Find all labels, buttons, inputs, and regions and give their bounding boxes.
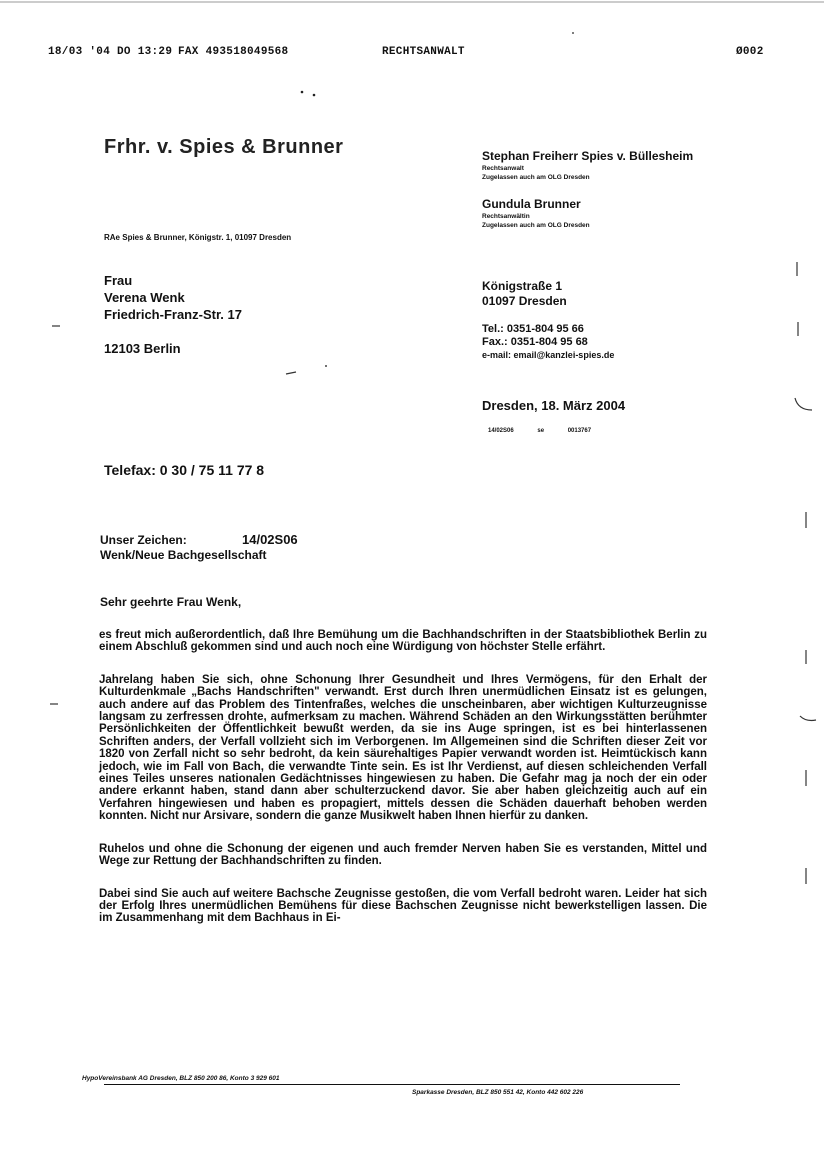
firm-name: Frhr. v. Spies & Brunner bbox=[104, 136, 344, 158]
firm-email: e-mail: email@kanzlei-spies.de bbox=[482, 350, 615, 360]
footer-bank-right: Sparkasse Dresden, BLZ 850 551 42, Konto 442 602 226 bbox=[412, 1089, 584, 1096]
partner-admission: Zugelassen auch am OLG Dresden bbox=[482, 174, 590, 181]
fax-recipient: RECHTSANWALT bbox=[382, 46, 465, 58]
body-paragraph: Ruhelos und ohne die Schonung der eigenen und auch fremder Nerven haben Sie es verstanden, Mittel und Wege zur Rettung der Bachhandschriften zu finden. bbox=[99, 842, 707, 868]
reference-value: 14/02S06 bbox=[242, 532, 298, 547]
body-paragraph: Dabei sind Sie auch auf weitere Bachsche Zeugnisse gestoßen, die vom Verfall bedroht waren. Leider hat sich der Erfolg Ihres unermüdlichen Bemühens für diese Bachschen Zeugnisse nicht bewerkstelligen lassen. Die im Zusammenhang mit dem Bachhaus in Ei- bbox=[99, 887, 707, 925]
recipient-name: Verena Wenk bbox=[104, 290, 185, 305]
reference-label: Unser Zeichen: bbox=[100, 533, 187, 547]
footer-bank-left: HypoVereinsbank AG Dresden, BLZ 850 200 86, Konto 3 929 601 bbox=[82, 1075, 280, 1082]
partner-name: Gundula Brunner bbox=[482, 197, 581, 211]
fax-date: 18/03 '04 DO 13:29 bbox=[48, 46, 173, 58]
firm-fax: Fax.: 0351-804 95 68 bbox=[482, 336, 588, 348]
partner-admission: Zugelassen auch am OLG Dresden bbox=[482, 222, 590, 229]
recipient-city: 12103 Berlin bbox=[104, 341, 181, 356]
partner-title: Rechtsanwalt bbox=[482, 165, 524, 172]
reference-subject: Wenk/Neue Bachgesellschaft bbox=[100, 548, 267, 562]
fax-number: FAX 493518049568 bbox=[178, 46, 289, 58]
recipient-salutation: Frau bbox=[104, 273, 133, 288]
letter-salutation: Sehr geehrte Frau Wenk, bbox=[100, 595, 242, 609]
firm-phone: Tel.: 0351-804 95 66 bbox=[482, 323, 584, 335]
body-paragraph: es freut mich außerordentlich, daß Ihre Bemühung um die Bachhandschriften in der Staatsbibliothek Berlin zu einem Abschluß gekommen sind und auch noch eine Würdigung von höchster Stelle erfährt. bbox=[99, 629, 707, 654]
fax-page-number: Ø002 bbox=[736, 46, 764, 58]
firm-city: 01097 Dresden bbox=[482, 294, 567, 308]
telefax-number: Telefax: 0 30 / 75 11 77 8 bbox=[104, 462, 265, 478]
firm-street: Königstraße 1 bbox=[482, 279, 563, 293]
partner-title: Rechtsanwältin bbox=[482, 213, 530, 220]
internal-ref-code: 14/02S06 se 0013767 bbox=[488, 428, 592, 434]
sender-return-address: RAe Spies & Brunner, Königstr. 1, 01097 Dresden bbox=[104, 233, 292, 242]
body-paragraph: Jahrelang haben Sie sich, ohne Schonung Ihrer Gesundheit und Ihres Vermögens, für den Erhalt der Kulturdenkmale „Bachs Handschriften" verwandt. Erst durch Ihren unermüdlichen Einsatz ist es gelungen, auch andere auf das Problem des Tintenfraßes, welches die unscheinbaren, aber wichtigen Kulturzeugnisse langsam zu zerfressen drohte, aufmerksam zu machen. Während Schäden an den Wirkungsstätten berühmter Persönlichkeiten der Öffentlichkeit bewußt werden, da sie ins Auge springen, ist es bei hinterlassenen Schriften anders, der Verfall vollzieht sich im Verborgenen. Im Allgemeinen sind die Schriften dieser Zeit vor 1820 von Zerfall nicht so sehr bedroht, da kein säurehaltiges Papier verwandt worden ist. Heimtückisch kann jedoch, wie im Fall von Bach, die verwandte Tinte sein. Es ist Ihr Verdienst, auf diesen schleichenden Verfall eines Teiles unseres nationalen Gedächtnisses hingewiesen zu haben. Die Gefahr mag ja noch der ein oder andere erkannt haben, stand dann aber schulterzuckend davor. Sie aber haben gleichzeitig auch auf ein Verfahren hingewiesen und haben es propagiert, mittels dessen die Schäden dauerhaft behoben werden konnten. Nicht nur Arsivare, sondern die ganze Musikwelt haben Ihnen hierfür zu danken. bbox=[99, 673, 707, 823]
partner-name: Stephan Freiherr Spies v. Büllesheim bbox=[482, 149, 694, 163]
letter-date: Dresden, 18. März 2004 bbox=[482, 398, 626, 413]
recipient-street: Friedrich-Franz-Str. 17 bbox=[104, 307, 242, 322]
